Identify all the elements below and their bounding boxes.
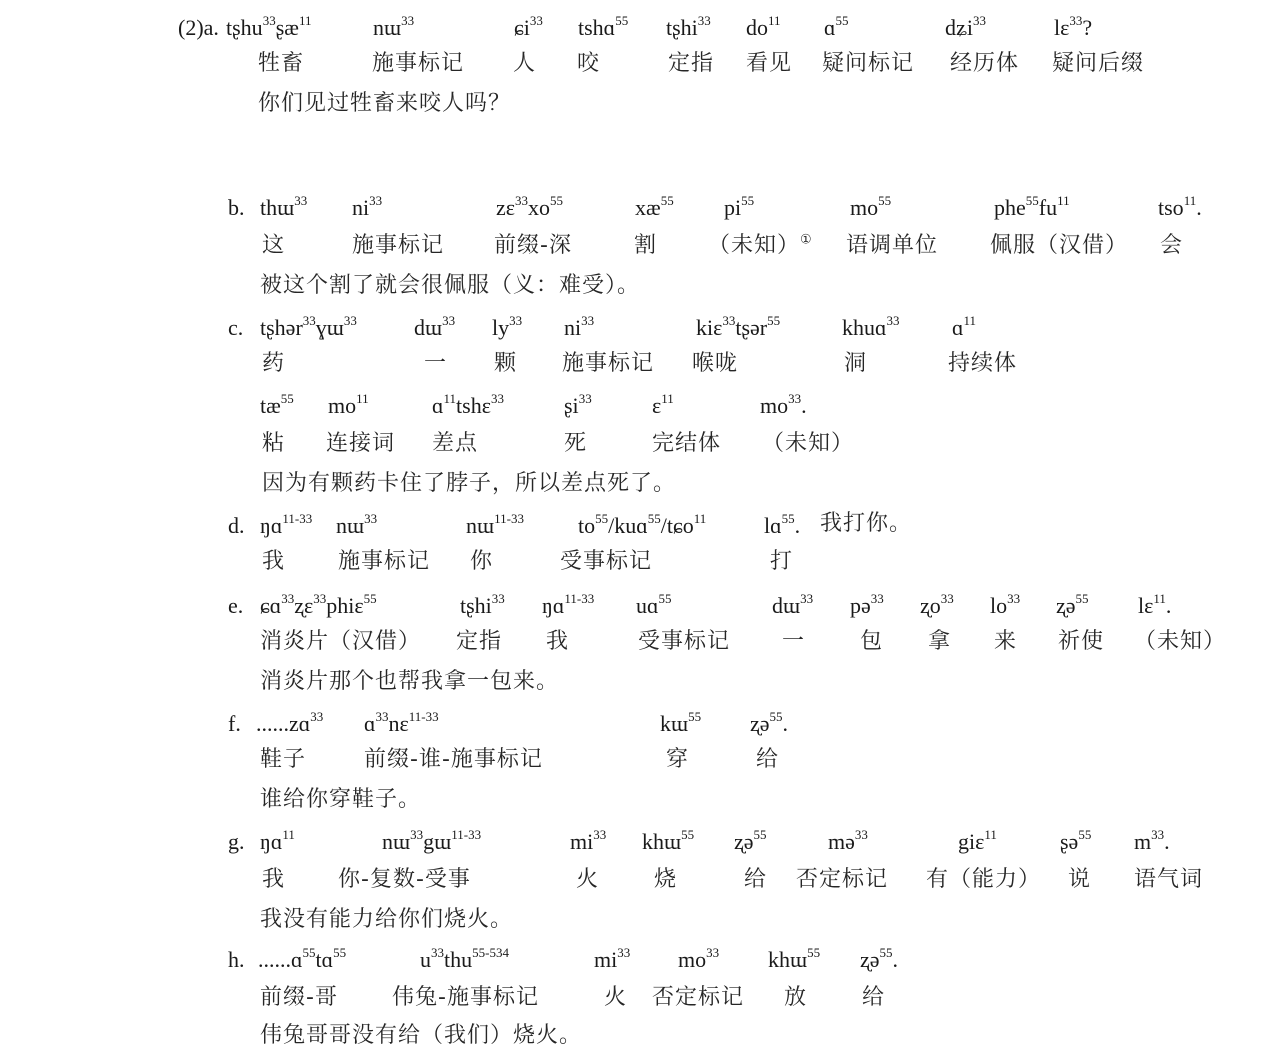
ipa-word: dʑi$^{33}$ <box>945 12 987 40</box>
gloss-word: 放 <box>784 985 808 1010</box>
translation-text: 我没有能力给你们烧火。 <box>260 907 514 932</box>
ipa-word: tʂhi$^{33}$ <box>460 590 505 618</box>
gloss-word: 我 <box>262 867 286 892</box>
gloss-word: 药 <box>262 351 286 376</box>
ipa-word: ......ɑ$^{55}$tɑ$^{55}$ <box>258 944 347 972</box>
gloss-word: 有（能力） <box>926 867 1042 892</box>
ipa-word: thɯ$^{33}$ <box>260 192 308 220</box>
ipa-word: ɑ$^{11}$tshɛ$^{33}$ <box>432 390 504 418</box>
gloss-word: 看见 <box>746 51 793 76</box>
ipa-word: $ni^{33}$ <box>352 192 383 220</box>
gloss-word: 否定标记 <box>796 867 889 892</box>
gloss-word: 施事标记 <box>338 549 431 574</box>
ipa-word: $u^{33}thu^{55-534}$ <box>420 944 509 972</box>
ipa-word: $mo^{55}$ <box>850 192 892 220</box>
gloss-word: 施事标记 <box>372 51 465 76</box>
gloss-word: 前缀-深 <box>494 233 572 258</box>
gloss-word: 颗 <box>494 351 518 376</box>
ipa-word: khuɑ$^{33}$ <box>842 312 900 340</box>
example-e-translation <box>0 662 1280 702</box>
gloss-word: （未知） <box>1134 629 1227 654</box>
ipa-word: uɑ$^{55}$ <box>636 590 672 618</box>
ipa-word: $lo^{33}$ <box>990 590 1021 618</box>
example-d-ipa-line <box>0 504 1280 544</box>
ipa-word: ɕi$^{33}$ <box>514 12 543 40</box>
gloss-word: 语调单位 <box>846 233 939 258</box>
gloss-word: 完结体 <box>652 431 722 456</box>
ipa-word: khɯ$^{55}$ <box>642 826 695 854</box>
ipa-word: $mo^{11}$ <box>328 390 369 418</box>
ipa-word: nɯ$^{33}$gɯ$^{11-33}$ <box>382 826 482 854</box>
example-label: b. <box>228 195 245 220</box>
example-a-ipa-line <box>0 6 1280 46</box>
gloss-word: 我 <box>262 549 286 574</box>
example-b-ipa-line <box>0 186 1280 226</box>
ipa-word: $do^{11}$ <box>746 12 781 40</box>
ipa-word: $mo^{33}$ <box>678 944 720 972</box>
example-label: c. <box>228 315 244 340</box>
gloss-word: 穿 <box>666 747 690 772</box>
gloss-word: 伟兔-施事标记 <box>392 985 539 1010</box>
ipa-word: ʐə$^{55}$ <box>1056 590 1089 618</box>
gloss-word: 人 <box>513 51 537 76</box>
example-b-gloss-line <box>0 226 1280 266</box>
ipa-word: $ly^{33}$ <box>492 312 523 340</box>
example-h-gloss-line <box>0 978 1280 1018</box>
ipa-word: tʂhu$^{33}$ʂæ$^{11}$ <box>226 12 312 40</box>
translation-text: 消炎片那个也帮我拿一包来。 <box>260 669 560 694</box>
ipa-word: $mo^{33}$. <box>760 390 807 418</box>
example-label: e. <box>228 593 244 618</box>
ipa-word: $xæ^{55}$ <box>635 192 674 220</box>
example-g-ipa-line <box>0 820 1280 860</box>
example-f-translation <box>0 780 1280 820</box>
gloss-word: 烧 <box>654 867 678 892</box>
gloss-word: 咬 <box>577 51 601 76</box>
translation-text: 谁给你穿鞋子。 <box>260 787 422 812</box>
ipa-word: ʂə$^{55}$ <box>1060 826 1092 854</box>
example-label: d. <box>228 513 245 538</box>
gloss-word: 连接词 <box>326 431 396 456</box>
ipa-word: lɛ$^{11}$. <box>1138 590 1172 618</box>
example-f-ipa-line <box>0 702 1280 742</box>
ipa-word: ......zɑ$^{33}$ <box>256 708 324 736</box>
ipa-word: ɛ$^{11}$ <box>652 390 674 418</box>
ipa-word: nɯ$^{11-33}$ <box>466 510 524 538</box>
gloss-word: 牲畜 <box>258 51 305 76</box>
example-c-gloss-line-2 <box>0 424 1280 464</box>
gloss-word: 施事标记 <box>562 351 655 376</box>
ipa-word: ʐə$^{55}$ <box>734 826 767 854</box>
example-label: (2)a. <box>178 15 219 40</box>
ipa-word: $ni^{33}$ <box>564 312 595 340</box>
gloss-word: （未知）① <box>708 232 813 258</box>
gloss-word: 打 <box>770 549 794 574</box>
gloss-word: 给 <box>756 747 780 772</box>
ipa-word: khɯ$^{55}$ <box>768 944 821 972</box>
ipa-word: $phe^{55}fu^{11}$ <box>994 192 1070 220</box>
ipa-word: ʐo$^{33}$ <box>920 590 954 618</box>
gloss-word: 给 <box>744 867 768 892</box>
gloss-word: （未知） <box>762 431 855 456</box>
gloss-word: 你 <box>470 549 494 574</box>
gloss-word: 死 <box>564 431 588 456</box>
ipa-word: $zɛ^{33}xo^{55}$ <box>496 192 564 220</box>
example-a-translation <box>0 84 1280 124</box>
gloss-word: 一 <box>424 351 448 376</box>
gloss-word: 持续体 <box>948 351 1018 376</box>
gloss-word: 火 <box>576 867 600 892</box>
translation-text: 我打你。 <box>820 511 913 536</box>
gloss-word: 定指 <box>668 51 715 76</box>
gloss-word: 粘 <box>262 431 286 456</box>
gloss-word: 火 <box>604 985 628 1010</box>
gloss-word: 前缀-哥 <box>260 985 338 1010</box>
ipa-word: dɯ$^{33}$ <box>772 590 814 618</box>
ipa-word: dɯ$^{33}$ <box>414 312 456 340</box>
ipa-word: ŋɑ$^{11}$ <box>260 826 295 854</box>
ipa-word: tso$^{11}$. <box>1158 192 1202 220</box>
gloss-word: 割 <box>634 233 658 258</box>
ipa-word: ʐə$^{55}$. <box>750 708 789 736</box>
ipa-word: ŋɑ$^{11-33}$ <box>260 510 313 538</box>
ipa-word: mə$^{33}$ <box>828 826 868 854</box>
example-g-translation <box>0 900 1280 940</box>
example-b-translation <box>0 266 1280 306</box>
example-h-translation <box>0 1016 1280 1056</box>
ipa-word: tʂhi$^{33}$ <box>666 12 711 40</box>
gloss-word: 喉咙 <box>692 351 739 376</box>
gloss-word: 这 <box>262 233 286 258</box>
ipa-word: lɑ$^{55}$. <box>764 510 801 538</box>
gloss-word: 你-复数-受事 <box>338 867 471 892</box>
ipa-word: kɯ$^{55}$ <box>660 708 702 736</box>
gloss-word: 否定标记 <box>652 985 745 1010</box>
gloss-word: 拿 <box>928 629 952 654</box>
gloss-word: 会 <box>1160 233 1184 258</box>
ipa-word: ɑ$^{11}$ <box>952 312 977 340</box>
gloss-word: 洞 <box>844 351 868 376</box>
gloss-word: 定指 <box>456 629 503 654</box>
ipa-word: ɕɑ$^{33}$ʐɛ$^{33}$phiɛ$^{55}$ <box>260 590 377 618</box>
gloss-word: 语气词 <box>1134 867 1204 892</box>
ipa-word: $tæ^{55}$ <box>260 390 294 418</box>
gloss-word: 差点 <box>432 431 479 456</box>
gloss-word: 包 <box>860 629 884 654</box>
gloss-word: 一 <box>782 629 806 654</box>
example-h-ipa-line <box>0 938 1280 978</box>
ipa-word: $pi^{55}$ <box>724 192 755 220</box>
example-e-gloss-line <box>0 622 1280 662</box>
example-c-gloss-line-1 <box>0 344 1280 384</box>
ipa-word: $m^{33}$. <box>1134 826 1170 854</box>
ipa-word: $mi^{33}$ <box>594 944 631 972</box>
ipa-word: $to^{55}/kuɑ^{55}/tɕo^{11}$ <box>578 510 707 538</box>
gloss-word: 经历体 <box>950 51 1020 76</box>
translation-text: 被这个割了就会很佩服（义：难受）。 <box>260 273 641 298</box>
ipa-word: $mi^{33}$ <box>570 826 607 854</box>
example-f-gloss-line <box>0 740 1280 780</box>
ipa-word: ʂi$^{33}$ <box>564 390 592 418</box>
gloss-word: 疑问后缀 <box>1052 51 1145 76</box>
gloss-word: 佩服（汉借） <box>990 233 1129 258</box>
example-c-translation <box>0 464 1280 504</box>
example-c-ipa-line-1 <box>0 306 1280 346</box>
ipa-word: lɛ$^{33}$? <box>1054 12 1093 40</box>
ipa-word: ɑ$^{55}$ <box>824 12 849 40</box>
gloss-word: 施事标记 <box>352 233 445 258</box>
gloss-word: 来 <box>994 629 1018 654</box>
example-label: h. <box>228 947 245 972</box>
translation-text: 因为有颗药卡住了脖子，所以差点死了。 <box>262 471 677 496</box>
ipa-word: nɯ$^{33}$ <box>373 12 415 40</box>
gloss-word: 给 <box>862 985 886 1010</box>
translation-text: 你们见过牲畜来咬人吗？ <box>258 91 512 116</box>
ipa-word: ŋɑ$^{11-33}$ <box>542 590 595 618</box>
ipa-word: tʂhər$^{33}$ɣɯ$^{33}$ <box>260 312 357 340</box>
translation-text: 伟兔哥哥没有给（我们）烧火。 <box>260 1023 583 1048</box>
example-label: g. <box>228 829 245 854</box>
gloss-word: 鞋子 <box>260 747 307 772</box>
ipa-word: kiɛ$^{33}$tʂər$^{55}$ <box>696 312 781 340</box>
gloss-word: 消炎片（汉借） <box>260 629 422 654</box>
ipa-word: pə$^{33}$ <box>850 590 884 618</box>
ipa-word: nɯ$^{33}$ <box>336 510 378 538</box>
gloss-word: 前缀-谁-施事标记 <box>364 747 543 772</box>
example-g-gloss-line <box>0 860 1280 900</box>
ipa-word: ɑ$^{33}$nɛ$^{11-33}$ <box>364 708 439 736</box>
gloss-word: 说 <box>1068 867 1092 892</box>
example-e-ipa-line <box>0 584 1280 624</box>
gloss-word: 疑问标记 <box>822 51 915 76</box>
gloss-word: 受事标记 <box>638 629 731 654</box>
ipa-word: tshɑ$^{55}$ <box>578 12 629 40</box>
gloss-word: 受事标记 <box>560 549 653 574</box>
ipa-word: giɛ$^{11}$ <box>958 826 997 854</box>
example-d-gloss-line <box>0 542 1280 582</box>
footnote-marker: ① <box>800 232 813 248</box>
example-a-gloss-line <box>0 44 1280 84</box>
example-label: f. <box>228 711 241 736</box>
gloss-word: 我 <box>546 629 570 654</box>
gloss-word: 祈使 <box>1058 629 1105 654</box>
example-c-ipa-line-2 <box>0 384 1280 424</box>
ipa-word: ʐə$^{55}$. <box>860 944 899 972</box>
